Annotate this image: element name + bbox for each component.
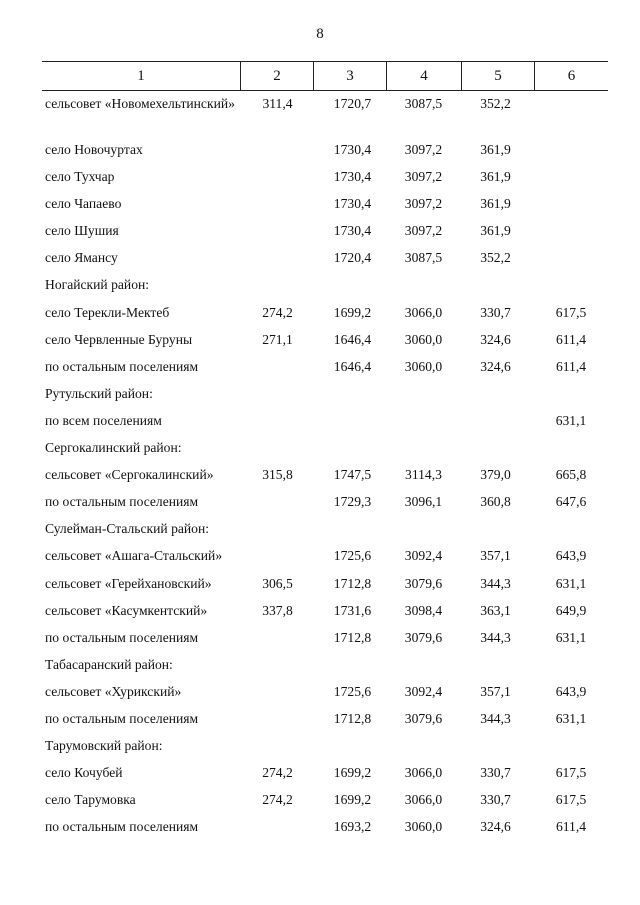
table-row xyxy=(42,764,608,791)
row-value-col-3: 1712,8 xyxy=(333,575,372,591)
table-row xyxy=(42,656,608,683)
table-row xyxy=(42,385,608,412)
table-row xyxy=(42,412,608,439)
row-value-col-5: 363,1 xyxy=(480,602,511,618)
table-row xyxy=(42,195,608,222)
row-value-col-4: 3079,6 xyxy=(404,710,443,726)
row-value-col-5: 344,3 xyxy=(480,575,511,591)
row-value-col-3: 1730,4 xyxy=(333,169,372,185)
header-col-6: 6 xyxy=(534,62,608,90)
row-value-col-6: 631,1 xyxy=(555,412,587,428)
table-row xyxy=(42,331,608,358)
table-header xyxy=(42,61,608,91)
row-value-col-4: 3114,3 xyxy=(405,467,442,483)
row-value-col-3: 1712,8 xyxy=(333,710,372,726)
table-row xyxy=(42,520,608,547)
row-value-col-4: 3097,2 xyxy=(404,169,443,185)
row-value-col-5: 344,3 xyxy=(480,629,511,645)
row-value-col-3: 1712,8 xyxy=(333,629,372,645)
row-value-col-5: 330,7 xyxy=(480,304,511,320)
row-value-col-4: 3092,4 xyxy=(404,548,443,564)
row-value-col-2: 274,2 xyxy=(262,792,293,808)
row-value-col-3: 1731,6 xyxy=(333,602,372,618)
table-row xyxy=(42,602,608,629)
row-label: Сулейман-Стальский район: xyxy=(45,521,210,537)
row-value-col-3: 1699,2 xyxy=(333,792,372,808)
header-col-1: 1 xyxy=(137,67,145,84)
row-label: сельсовет «Касумкентский» xyxy=(45,602,208,618)
table-row xyxy=(42,818,608,845)
row-value-col-3: 1729,3 xyxy=(333,494,372,510)
row-label: по всем поселениям xyxy=(45,412,162,428)
row-value-col-6: 643,9 xyxy=(555,683,587,699)
row-label: село Червленные Буруны xyxy=(45,331,193,347)
row-value-col-4: 3060,0 xyxy=(404,331,443,347)
row-value-col-5: 379,0 xyxy=(480,467,511,483)
row-value-col-3: 1730,4 xyxy=(333,223,372,239)
row-value-col-4: 3087,5 xyxy=(404,250,443,266)
row-value-col-4: 3097,2 xyxy=(404,142,443,157)
row-value-col-2: 274,2 xyxy=(262,765,293,781)
row-value-col-3: 1730,4 xyxy=(333,196,372,212)
row-label: село Терекли-Мектеб xyxy=(45,304,170,320)
row-label: сельсовет «Герейхановский» xyxy=(45,575,212,591)
table-row xyxy=(42,222,608,249)
row-label: село Шушия xyxy=(45,223,119,239)
row-value-col-6: 611,4 xyxy=(555,358,587,374)
row-value-col-5: 357,1 xyxy=(480,683,511,699)
row-label: Тарумовский район: xyxy=(45,738,163,754)
row-value-col-5: 324,6 xyxy=(480,358,511,374)
table-row xyxy=(42,466,608,493)
row-value-col-3: 1725,6 xyxy=(333,683,372,699)
row-value-col-4: 3097,2 xyxy=(404,223,443,239)
header-col-5: 5 xyxy=(461,62,534,90)
table-body xyxy=(42,95,608,845)
table-row xyxy=(42,629,608,656)
row-label: Табасаранский район: xyxy=(45,656,173,672)
row-value-col-4: 3092,4 xyxy=(404,683,443,699)
row-value-col-4: 3060,0 xyxy=(404,358,443,374)
row-label: село Ямансу xyxy=(45,250,118,266)
row-value-col-5: 344,3 xyxy=(480,710,511,726)
row-value-col-5: 330,7 xyxy=(480,765,511,781)
row-value-col-5: 324,6 xyxy=(480,819,511,835)
row-value-col-6: 649,9 xyxy=(555,602,587,618)
row-value-col-6: 617,5 xyxy=(555,792,587,808)
row-value-col-4: 3060,0 xyxy=(404,819,443,835)
row-value-col-6: 631,1 xyxy=(555,629,587,645)
table-row xyxy=(42,95,608,141)
row-label: Рутульский район: xyxy=(45,385,153,401)
row-value-col-4: 3066,0 xyxy=(404,304,443,320)
row-value-col-4: 3098,4 xyxy=(404,602,443,618)
row-label: сельсовет «Новомехельтинский» xyxy=(45,96,235,111)
row-value-col-5: 357,1 xyxy=(480,548,511,564)
row-value-col-3: 1720,7 xyxy=(333,96,372,111)
row-value-col-2: 271,1 xyxy=(262,331,293,347)
page-number: 8 xyxy=(316,26,324,42)
row-value-col-6: 611,4 xyxy=(555,331,587,347)
table-row xyxy=(42,737,608,764)
table-row xyxy=(42,710,608,737)
row-value-col-6: 617,5 xyxy=(555,765,587,781)
row-value-col-5: 352,2 xyxy=(480,96,511,111)
row-value-col-3: 1699,2 xyxy=(333,304,372,320)
table-row xyxy=(42,575,608,602)
row-value-col-3: 1699,2 xyxy=(333,765,372,781)
row-value-col-6: 611,4 xyxy=(555,819,587,835)
table-row xyxy=(42,683,608,710)
row-value-col-5: 352,2 xyxy=(480,250,511,266)
table-row xyxy=(42,304,608,331)
row-label: сельсовет «Сергокалинский» xyxy=(45,467,214,483)
row-value-col-5: 324,6 xyxy=(480,331,511,347)
table-row xyxy=(42,276,608,303)
header-col-3: 3 xyxy=(313,62,386,90)
row-label: Сергокалинский район: xyxy=(45,440,182,456)
row-value-col-5: 361,9 xyxy=(480,142,511,157)
row-label: село Кочубей xyxy=(45,765,123,781)
row-value-col-5: 361,9 xyxy=(480,169,511,185)
row-value-col-2: 337,8 xyxy=(262,602,293,618)
row-value-col-3: 1747,5 xyxy=(333,467,372,483)
table-row xyxy=(42,168,608,195)
row-value-col-6: 631,1 xyxy=(555,710,587,726)
row-value-col-4: 3066,0 xyxy=(404,792,443,808)
row-label: Ногайский район: xyxy=(45,277,150,293)
row-value-col-4: 3096,1 xyxy=(404,494,443,510)
table-row xyxy=(42,249,608,276)
row-value-col-6: 647,6 xyxy=(555,494,587,510)
row-label: село Новочуртах xyxy=(45,142,143,157)
row-value-col-4: 3079,6 xyxy=(404,575,443,591)
row-value-col-2: 306,5 xyxy=(262,575,293,591)
row-value-col-2: 274,2 xyxy=(262,304,293,320)
row-label: село Тарумовка xyxy=(45,792,136,808)
table-row xyxy=(42,358,608,385)
table-row xyxy=(42,791,608,818)
row-label: сельсовет «Хурикский» xyxy=(45,683,182,699)
row-label: по остальным поселениям xyxy=(45,494,199,510)
row-value-col-3: 1693,2 xyxy=(333,819,372,835)
row-value-col-3: 1720,4 xyxy=(333,250,372,266)
row-value-col-6: 665,8 xyxy=(555,467,587,483)
table-row xyxy=(42,141,608,168)
row-value-col-3: 1646,4 xyxy=(333,358,372,374)
row-value-col-2: 311,4 xyxy=(262,96,293,111)
row-value-col-5: 330,7 xyxy=(480,792,511,808)
row-value-col-3: 1725,6 xyxy=(333,548,372,564)
table-row xyxy=(42,493,608,520)
header-col-4: 4 xyxy=(386,62,461,90)
row-label: село Тухчар xyxy=(45,169,115,185)
row-value-col-6: 643,9 xyxy=(555,548,587,564)
table-row xyxy=(42,439,608,466)
row-value-col-4: 3066,0 xyxy=(404,765,443,781)
row-value-col-5: 361,9 xyxy=(480,196,511,212)
header-col-2: 2 xyxy=(240,62,313,90)
row-value-col-3: 1646,4 xyxy=(333,331,372,347)
row-label: по остальным поселениям xyxy=(45,629,199,645)
row-value-col-4: 3087,5 xyxy=(404,96,443,111)
row-label: по остальным поселениям xyxy=(45,710,199,726)
row-value-col-3: 1730,4 xyxy=(333,142,372,157)
row-value-col-4: 3097,2 xyxy=(404,196,443,212)
row-value-col-6: 617,5 xyxy=(555,304,587,320)
row-value-col-5: 360,8 xyxy=(480,494,511,510)
row-value-col-4: 3079,6 xyxy=(404,629,443,645)
row-label: сельсовет «Ашага-Стальский» xyxy=(45,548,223,564)
row-label: село Чапаево xyxy=(45,196,122,212)
row-value-col-2: 315,8 xyxy=(262,467,293,483)
row-value-col-6: 631,1 xyxy=(555,575,587,591)
row-label: по остальным поселениям xyxy=(45,819,199,835)
row-label: по остальным поселениям xyxy=(45,358,199,374)
row-value-col-5: 361,9 xyxy=(480,223,511,239)
table-row xyxy=(42,547,608,574)
